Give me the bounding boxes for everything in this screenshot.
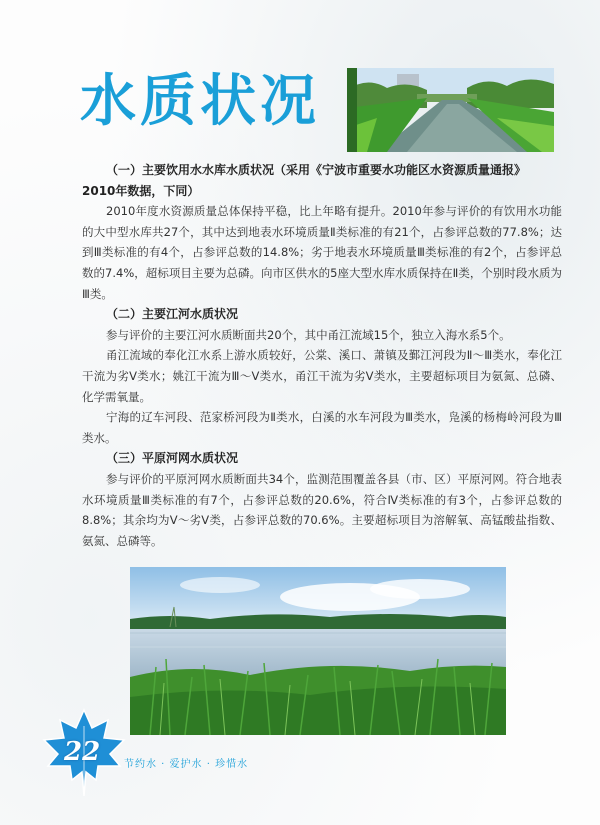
lake-photo: [130, 567, 506, 735]
paragraph: 参与评价的主要江河水质断面共20个，其中甬江流域15个，独立入海水系5个。: [106, 327, 511, 342]
section-heading: （二）主要江河水质状况: [106, 307, 239, 322]
paragraph: 甬江流域的奉化江水系上游水质较好，公棠、溪口、萧镇及鄞江河段为Ⅱ～Ⅲ类水，奉化江干流为劣Ⅴ类水；姚江干流为Ⅲ～Ⅴ类水，甬江干流为劣Ⅴ类水，主要超标项目为氨氮、总磷、化学需氧量。: [82, 348, 562, 404]
page-number: 22: [64, 737, 101, 767]
canal-photo: [347, 68, 554, 152]
footer-slogan: 节约水 · 爱护水 · 珍惜水: [124, 759, 249, 770]
section-heading: （三）平原河网水质状况: [106, 451, 239, 466]
paragraph: 宁海的辽车河段、范家桥河段为Ⅱ类水，白溪的水车河段为Ⅲ类水，凫溪的杨梅岭河段为Ⅲ类水。: [82, 410, 562, 445]
paragraph: 2010年度水资源质量总体保持平稳，比上年略有提升。2010年参与评价的有饮用水功能的大中型水库共27个，其中达到地表水环境质量Ⅱ类标准的有21个，占参评总数的77.8%；达到Ⅲ类标准的有4个，占参评总数的14.8%；劣于地表水环境质量Ⅲ类标准的有2个，占参评总数的7.4%，超标项目主要为总磷。向市区供水的5座大型水库水质保持在Ⅱ类，个别时段水质为Ⅲ类。: [82, 204, 562, 301]
page-title: 水质状况: [80, 69, 320, 134]
section-heading-continued: 2010年数据，下同）: [82, 183, 200, 198]
paragraph: 参与评价的平原河网水质断面共34个，监测范围覆盖各县（市、区）平原河网。符合地表水环境质量Ⅲ类标准的有7个，占参评总数的20.6%，符合Ⅳ类标准的有3个，占参评总数的8.8%；其余均为Ⅴ～劣Ⅴ类，占参评总数的70.6%。主要超标项目为溶解氧、高锰酸盐指数、氨氮、总磷等。: [82, 471, 562, 548]
article-body: [82, 160, 562, 551]
section-heading: （一）主要饮用水水库水质状况（采用《宁波市重要水功能区水资源质量通报》: [106, 163, 527, 177]
